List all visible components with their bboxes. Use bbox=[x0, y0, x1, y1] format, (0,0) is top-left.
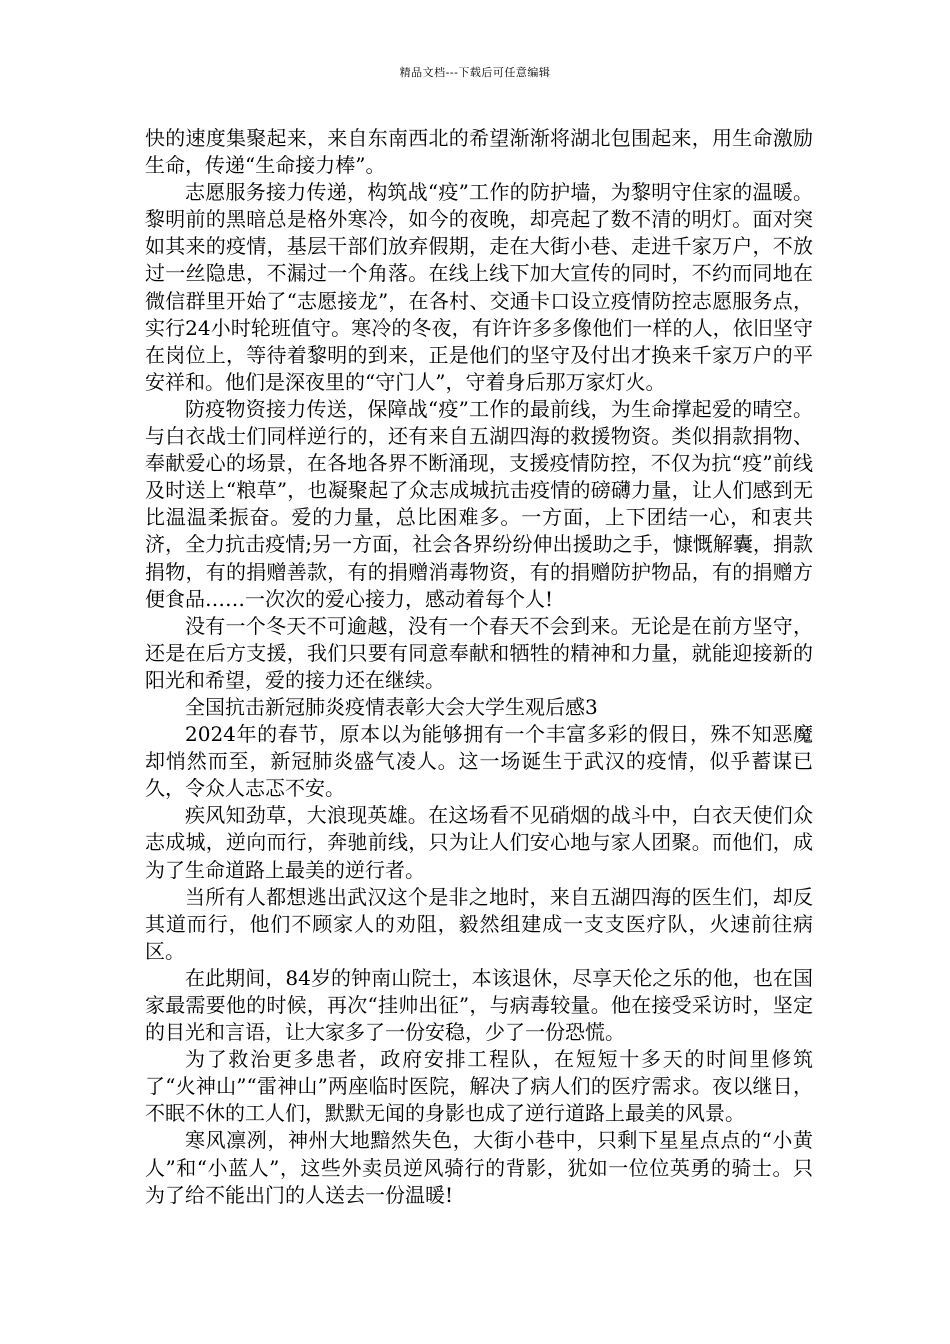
paragraph-2: 志愿服务接力传递，构筑战“疫”工作的防护墙，为黎明守住家的温暖。黎明前的黑暗总是格外寒冷，如今的夜晚，却亮起了数不清的明灯。面对突如其来的疫情，基层干部们放弃假期，走在大街小巷、走进千家万户，不放过一丝隐患，不漏过一个角落。在线上线下加大宣传的同时，不约而同地在微信群里开始了“志愿接龙”，在各村、交通卡口设立疫情防控志愿服务点，实行24小时轮班值守。寒冷的冬夜，有许许多多像他们一样的人，依旧坚守在岗位上，等待着黎明的到来，正是他们的坚守及付出才换来千家万户的平安祥和。他们是深夜里的“守门人”，守着身后那万家灯火。 bbox=[145, 180, 813, 394]
paragraph-1: 快的速度集聚起来，来自东南西北的希望渐渐将湖北包围起来，用生命激励生命，传递“生命接力棒”。 bbox=[145, 126, 813, 178]
section-title: 全国抗击新冠肺炎疫情表彰大会大学生观后感3 bbox=[185, 694, 598, 719]
paragraph-8: 在此期间，84岁的钟南山院士，本该退休，尽享天伦之乐的他，也在国家最需要他的时候，再次“挂帅出征”，与病毒较量。他在接受采访时，坚定的目光和言语，让大家多了一份安稳，少了一份恐慌。 bbox=[145, 965, 813, 1045]
paragraph-10: 寒风凛冽，神州大地黯然失色，大街小巷中，只剩下星星点点的“小黄人”和“小蓝人”，这些外卖员逆风骑行的背影，犹如一位位英勇的骑士。只为了给不能出门的人送去一份温暖! bbox=[145, 1128, 813, 1207]
document-body bbox=[145, 125, 813, 1209]
paragraph-3: 防疫物资接力传送，保障战“疫”工作的最前线，为生命撑起爱的晴空。与白衣战士们同样逆行的，还有来自五湖四海的救援物资。类似捐款捐物、奉献爱心的场景，在各地各界不断涌现，支援疫情防控，不仅为抗“疫”前线及时送上“粮草”，也凝聚起了众志成城抗击疫情的磅礴力量，让人们感到无比温温柔振奋。爱的力量，总比困难多。一方面，上下团结一心，和衷共济，全力抗击疫情;另一方面，社会各界纷纷伸出援助之手，慷慨解囊，捐款捐物，有的捐赠善款，有的捐赠消毒物资，有的捐赠防护物品，有的捐赠方便食品……一次次的爱心接力，感动着每个人! bbox=[145, 396, 813, 611]
paragraph-9: 为了救治更多患者，政府安排工程队，在短短十多天的时间里修筑了“火神山”“雷神山”两座临时医院，解决了病人们的医疗需求。夜以继日，不眠不休的工人们，默默无闻的身影也成了逆行道路上最美的风景。 bbox=[145, 1047, 813, 1126]
paragraph-4: 没有一个冬天不可逾越，没有一个春天不会到来。无论是在前方坚守，还是在后方支援，我们只要有同意奉献和牺牲的精神和力量，就能迎接新的阳光和希望，爱的接力还在继续。 bbox=[145, 613, 813, 692]
page-header: 精品文档---下载后可任意编辑 bbox=[399, 66, 551, 79]
paragraph-6: 疾风知劲草，大浪现英雄。在这场看不见硝烟的战斗中，白衣天使们众志成城，逆向而行，奔驰前线，只为让人们安心地与家人团聚。而他们，成为了生命道路上最美的逆行者。 bbox=[145, 803, 813, 882]
paragraph-7: 当所有人都想逃出武汉这个是非之地时，来自五湖四海的医生们，却反其道而行，他们不顾家人的劝阻，毅然组建成一支支医疗队，火速前往病区。 bbox=[145, 884, 813, 963]
paragraph-5: 2024年的春节，原本以为能够拥有一个丰富多彩的假日，殊不知恶魔却悄然而至，新冠肺炎盛气凌人。这一场诞生于武汉的疫情，似乎蓄谋已久，令众人志忑不安。 bbox=[145, 722, 813, 801]
